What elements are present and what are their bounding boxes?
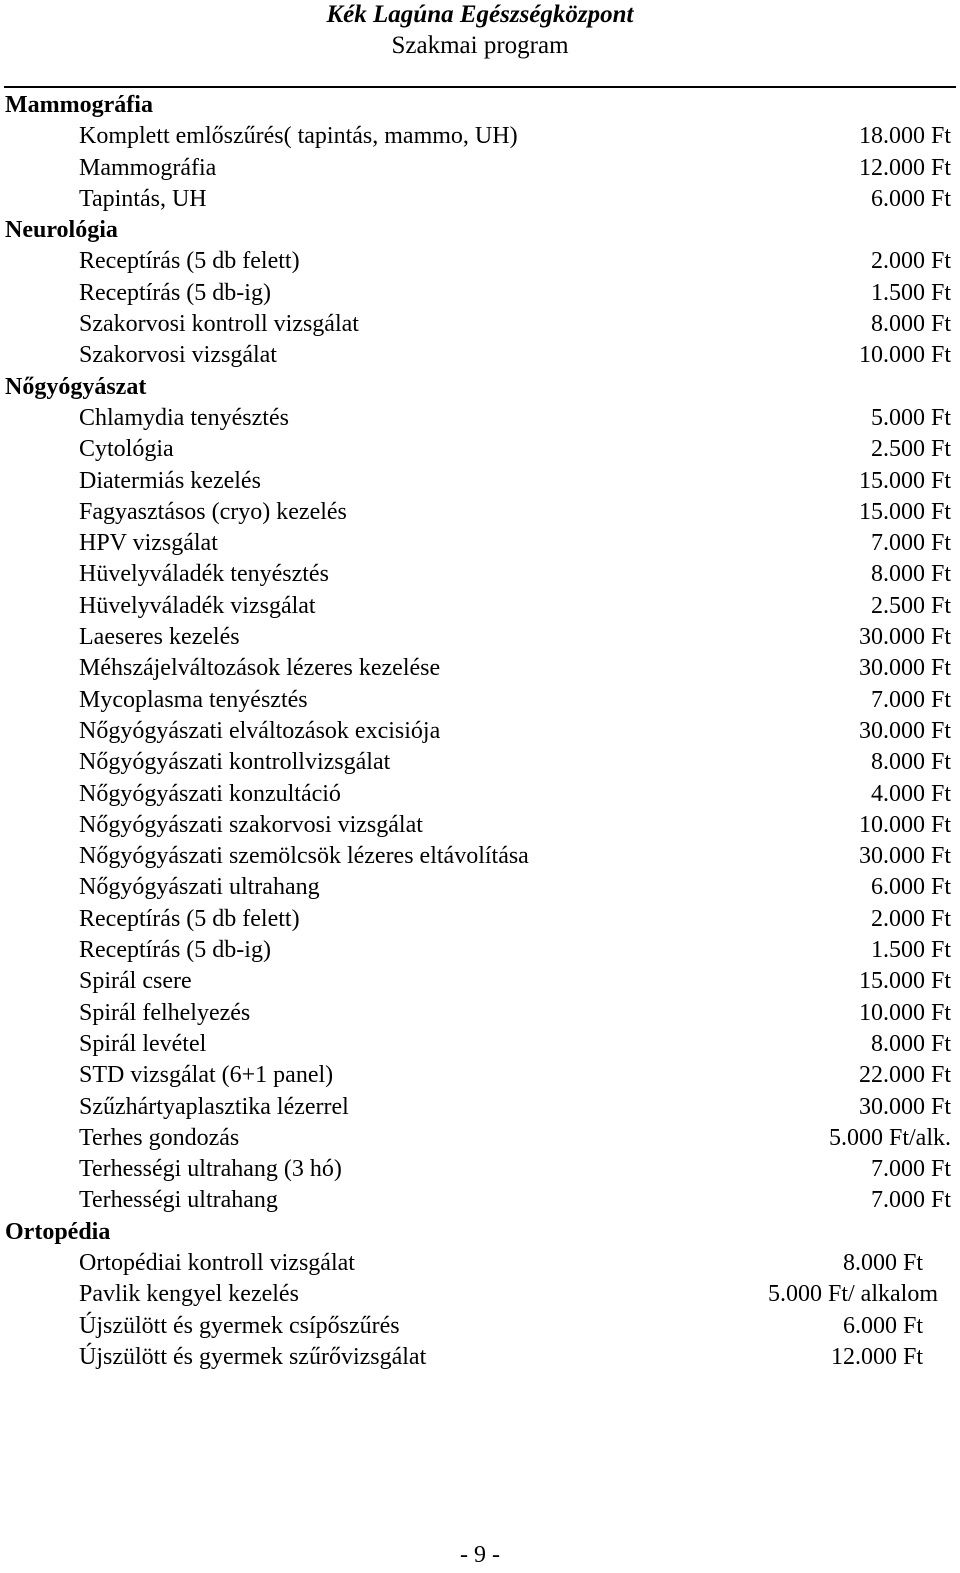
price-row: [0, 528, 960, 559]
price-row: [0, 246, 960, 277]
price-row: [0, 121, 960, 152]
price-row: [0, 904, 960, 935]
service-name: Tapintás, UH: [79, 185, 207, 212]
service-price: 8.000 Ft: [870, 749, 951, 776]
service-name: Komplett emlőszűrés( tapintás, mammo, UH): [79, 123, 518, 150]
price-row: [0, 841, 960, 872]
section-heading: Nőgyógyászat: [5, 373, 147, 400]
service-price: 6.000 Ft: [870, 874, 951, 901]
service-price: 1.500 Ft: [870, 279, 951, 306]
service-price: 15.000 Ft: [858, 467, 951, 494]
service-name: Spirál csere: [79, 968, 192, 995]
section-heading: Mammográfia: [5, 92, 153, 118]
price-row: [0, 403, 960, 434]
service-price: 10.000 Ft: [858, 999, 951, 1026]
service-price: 8.000 Ft: [870, 311, 951, 338]
service-name: Fagyasztásos (cryo) kezelés: [79, 498, 347, 525]
price-row: [0, 935, 960, 966]
price-row: [0, 559, 960, 590]
service-price: 8.000 Ft: [870, 1030, 951, 1057]
service-price: 8.000 Ft: [842, 1249, 923, 1276]
page-number: - 9 -: [460, 1542, 500, 1568]
service-price: 2.000 Ft: [870, 905, 951, 932]
service-price: 10.000 Ft: [858, 342, 951, 369]
service-name: Ortopédiai kontroll vizsgálat: [79, 1249, 355, 1276]
price-row: [0, 747, 960, 778]
service-price: 18.000 Ft: [858, 123, 951, 150]
service-name: Receptírás (5 db felett): [79, 248, 300, 275]
service-name: Receptírás (5 db felett): [79, 905, 300, 932]
service-name: Nőgyógyászati szemölcsök lézeres eltávolítása: [79, 843, 529, 870]
price-row: [0, 1279, 960, 1310]
service-name: Nőgyógyászati szakorvosi vizsgálat: [79, 811, 423, 838]
service-price: 7.000 Ft: [870, 1156, 951, 1183]
service-name: Nőgyógyászati ultrahang: [79, 874, 320, 901]
service-price: 22.000 Ft: [858, 1062, 951, 1089]
service-price: 12.000 Ft: [830, 1343, 923, 1370]
header-divider: [4, 86, 956, 88]
price-row: [0, 278, 960, 309]
service-price: 7.000 Ft: [870, 530, 951, 557]
service-name: Szakorvosi vizsgálat: [79, 342, 277, 369]
price-row: [0, 434, 960, 465]
service-price: 12.000 Ft: [858, 154, 951, 181]
price-row: [0, 716, 960, 747]
service-name: Nőgyógyászati kontrollvizsgálat: [79, 749, 391, 776]
service-name: Hüvelyváladék vizsgálat: [79, 592, 316, 619]
price-row: [0, 998, 960, 1029]
service-name: Chlamydia tenyésztés: [79, 404, 289, 431]
service-name: Terhességi ultrahang: [79, 1187, 278, 1214]
service-price: 30.000 Ft: [858, 1093, 951, 1120]
price-row: [0, 1154, 960, 1185]
price-row: [0, 591, 960, 622]
service-name: Mycoplasma tenyésztés: [79, 686, 308, 713]
service-name: Receptírás (5 db-ig): [79, 937, 271, 964]
service-name: Cytológia: [79, 436, 174, 463]
service-name: Szakorvosi kontroll vizsgálat: [79, 311, 359, 338]
service-name: Méhszájelváltozások lézeres kezelése: [79, 655, 441, 682]
service-price: 15.000 Ft: [858, 968, 951, 995]
service-price: 30.000 Ft: [858, 717, 951, 744]
price-row: [0, 685, 960, 716]
service-price: 10.000 Ft: [858, 811, 951, 838]
service-name: Receptírás (5 db-ig): [79, 279, 271, 306]
service-name: Újszülött és gyermek csípőszűrés: [79, 1312, 400, 1339]
service-price: 7.000 Ft: [870, 686, 951, 713]
service-price: 2.000 Ft: [870, 248, 951, 275]
service-price: 2.500 Ft: [870, 592, 951, 619]
price-list: [0, 90, 960, 1373]
service-price: 7.000 Ft: [870, 1187, 951, 1214]
service-name: Terhességi ultrahang (3 hó): [79, 1156, 342, 1183]
price-row: [0, 1123, 960, 1154]
service-price: 5.000 Ft/ alkalom: [768, 1281, 938, 1308]
price-row: [0, 1060, 960, 1091]
service-name: Hüvelyváladék tenyésztés: [79, 561, 329, 588]
service-name: Nőgyógyászati elváltozások excisiója: [79, 717, 441, 744]
service-name: STD vizsgálat (6+1 panel): [79, 1062, 334, 1089]
price-row: [0, 653, 960, 684]
document-subtitle: Szakmai program: [391, 32, 569, 59]
service-name: Terhes gondozás: [79, 1124, 240, 1151]
service-price: 30.000 Ft: [858, 843, 951, 870]
price-row: [0, 872, 960, 903]
service-price: 30.000 Ft: [858, 624, 951, 651]
price-row: [0, 810, 960, 841]
service-price: 6.000 Ft: [842, 1312, 923, 1339]
service-name: Diatermiás kezelés: [79, 467, 261, 494]
service-price: 2.500 Ft: [870, 436, 951, 463]
price-row: [0, 1029, 960, 1060]
service-price: 5.000 Ft/alk.: [828, 1124, 951, 1151]
price-row: [0, 622, 960, 653]
service-price: 30.000 Ft: [858, 655, 951, 682]
service-name: Nőgyógyászati konzultáció: [79, 780, 341, 807]
section-heading: Ortopédia: [5, 1218, 111, 1245]
service-name: Pavlik kengyel kezelés: [79, 1281, 299, 1308]
price-row: [0, 184, 960, 215]
document-title: Kék Lagúna Egészségközpont: [326, 1, 634, 28]
service-name: Újszülött és gyermek szűrővizsgálat: [79, 1343, 427, 1370]
service-price: 15.000 Ft: [858, 498, 951, 525]
service-price: 5.000 Ft: [870, 404, 951, 431]
price-row: [0, 779, 960, 810]
price-row: [0, 466, 960, 497]
price-row: [0, 309, 960, 340]
service-name: HPV vizsgálat: [79, 530, 218, 557]
service-price: 8.000 Ft: [870, 561, 951, 588]
price-row: [0, 1185, 960, 1216]
service-price: 4.000 Ft: [870, 780, 951, 807]
service-name: Laeseres kezelés: [79, 624, 240, 651]
price-row: [0, 1092, 960, 1123]
service-name: Mammográfia: [79, 154, 217, 181]
price-row: [0, 497, 960, 528]
price-row: [0, 966, 960, 997]
service-price: 6.000 Ft: [870, 185, 951, 212]
price-row: [0, 153, 960, 184]
service-price: 1.500 Ft: [870, 937, 951, 964]
price-row: [0, 1311, 960, 1342]
price-row: [0, 1248, 960, 1279]
service-name: Szűzhártyaplasztika lézerrel: [79, 1093, 349, 1120]
price-row: [0, 1342, 960, 1373]
service-name: Spirál felhelyezés: [79, 999, 251, 1026]
service-name: Spirál levétel: [79, 1030, 207, 1057]
section-heading: Neurológia: [5, 217, 118, 244]
price-row: [0, 340, 960, 371]
